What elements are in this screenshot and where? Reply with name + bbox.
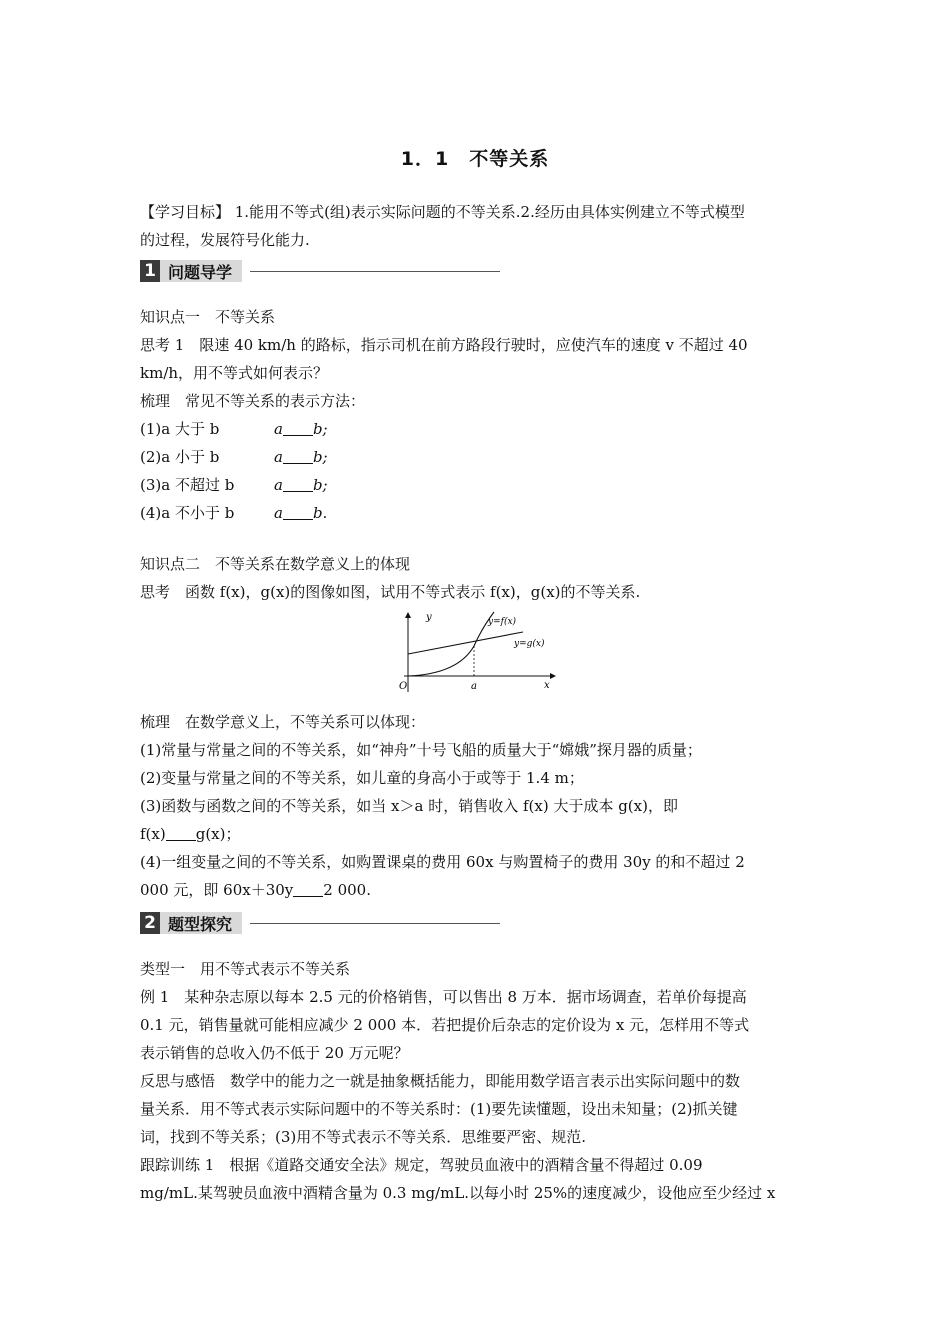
paragraph: (4)一组变量之间的不等关系，如购置课桌的费用 60x 与购置椅子的费用 30y 的和不超过 2 [140, 853, 745, 871]
var-a: a [274, 476, 283, 494]
section-number: 2 [140, 912, 160, 934]
kp-heading: 知识点一 不等关系 [140, 308, 276, 326]
x-arrow-icon [550, 673, 556, 679]
section-header-1 [140, 260, 500, 282]
knowledge-point-2-intro [140, 550, 812, 606]
g-curve [408, 632, 523, 654]
f-label: y=f(x) [488, 617, 517, 627]
fill-blank [283, 477, 313, 492]
x-axis-label: x [544, 680, 550, 691]
section-header-2 [140, 912, 500, 934]
list-item [140, 499, 812, 527]
think-text: 思考 1 限速 40 km/h 的路标，指示司机在前方路段行驶时，应使汽车的速度 v 不超过 40 [140, 336, 748, 354]
kp-heading: 知识点二 不等关系在数学意义上的体现 [140, 555, 411, 573]
var-b: b. [312, 504, 328, 522]
section-rule [250, 923, 500, 924]
item-label: (1)a 大于 b [140, 420, 220, 438]
var-b: b; [312, 420, 328, 438]
expr-text: 2 000. [323, 881, 371, 899]
f-curve [408, 612, 494, 676]
fill-blank [293, 882, 323, 897]
fx-text: f(x) [140, 825, 166, 843]
list-item [140, 471, 812, 499]
fill-blank [283, 505, 313, 520]
gx-text: g(x)； [195, 825, 241, 843]
list-item [140, 415, 812, 443]
g-label: y=g(x) [514, 639, 545, 649]
section-label: 题型探究 [160, 912, 242, 934]
section-label: 问题导学 [160, 260, 242, 282]
knowledge-point-2-body [140, 708, 812, 904]
y-axis-label: y [426, 612, 432, 623]
example-text: 例 1 某种杂志原以每本 2.5 元的价格销售，可以售出 8 万本．据市场调查，若单价每提高 [140, 988, 747, 1006]
example-text: 0.1 元，销售量就可能相应减少 2 000 本．若把提价后杂志的定价设为 x 元，怎样用不等式 [140, 1016, 750, 1034]
y-arrow-icon [405, 612, 411, 618]
fill-blank [283, 421, 313, 436]
reflection-text: 反思与感悟 数学中的能力之一就是抽象概括能力，即能用数学语言表示出实际问题中的数 [140, 1072, 741, 1090]
item-label: (2)a 小于 b [140, 448, 220, 466]
section-rule [250, 271, 500, 272]
sort-text: 梳理 常见不等关系的表示方法： [140, 392, 366, 410]
sort-text: 梳理 在数学意义上，不等关系可以体现： [140, 713, 426, 731]
knowledge-point-1 [140, 303, 812, 527]
reflection-text: 词，找到不等关系；(3)用不等式表示不等关系．思维要严密、规范. [140, 1128, 587, 1146]
var-a: a [274, 448, 283, 466]
paragraph: (3)函数与函数之间的不等关系，如当 x＞a 时，销售收入 f(x) 大于成本 g(x)，即 [140, 797, 678, 815]
section-number: 1 [140, 260, 160, 282]
expr-text: 000 元，即 60x＋30y [140, 881, 294, 899]
var-b: b; [312, 476, 328, 494]
item-label: (3)a 不超过 b [140, 476, 235, 494]
var-a: a [274, 420, 283, 438]
var-b: b; [312, 448, 328, 466]
origin-label: O [399, 681, 408, 692]
fill-blank [166, 826, 196, 841]
think-text: km/h，用不等式如何表示？ [140, 364, 329, 382]
type-1-section [140, 955, 812, 1207]
paragraph-cont [140, 820, 812, 848]
paragraph-cont [140, 876, 812, 904]
page-title: 1．1 不等关系 [400, 148, 550, 170]
item-label: (4)a 不小于 b [140, 504, 235, 522]
objective-line: 的过程，发展符号化能力. [140, 231, 310, 249]
paragraph: (1)常量与常量之间的不等关系，如“神舟”十号飞船的质量大于“嫦娥”探月器的质量； [140, 741, 702, 759]
a-label: a [471, 681, 477, 692]
list-item [140, 443, 812, 471]
reflection-text: 量关系．用不等式表示实际问题中的不等关系时：(1)要先读懂题，设出未知量；(2)抓关键 [140, 1100, 738, 1118]
learning-objectives [140, 198, 812, 254]
objective-line: 【学习目标】 1.能用不等式(组)表示实际问题的不等关系.2.经历由具体实例建立不等式模型 [140, 203, 745, 221]
training-text: 跟踪训练 1 根据《道路交通安全法》规定，驾驶员血液中的酒精含量不得超过 0.09 [140, 1156, 703, 1174]
var-a: a [274, 504, 283, 522]
training-text: mg/mL.某驾驶员血液中酒精含量为 0.3 mg/mL.以每小时 25%的速度减少，设他应至少经过 x [140, 1184, 776, 1202]
fill-blank [283, 449, 313, 464]
example-text: 表示销售的总收入仍不低于 20 万元呢？ [140, 1044, 409, 1062]
paragraph: (2)变量与常量之间的不等关系，如儿童的身高小于或等于 1.4 m； [140, 769, 584, 787]
type-heading: 类型一 用不等式表示不等关系 [140, 960, 351, 978]
function-graph [398, 610, 558, 694]
think-text: 思考 函数 f(x)，g(x)的图像如图，试用不等式表示 f(x)，g(x)的不等关系. [140, 583, 641, 601]
